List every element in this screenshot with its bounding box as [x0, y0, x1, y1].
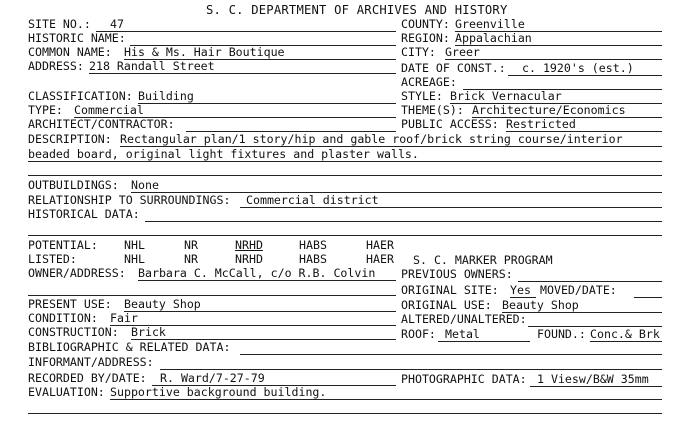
bibliographic-rule — [240, 354, 662, 355]
county-label: COUNTY: — [401, 17, 450, 31]
address-value: 218 Randall Street — [89, 59, 215, 73]
address-rule — [89, 73, 396, 74]
photographic-rule — [530, 386, 662, 387]
type-label: TYPE: — [28, 103, 63, 117]
evaluation-value: Supportive background building. — [110, 385, 327, 399]
region-label: REGION: — [401, 31, 450, 45]
potential-nrhd: NRHD — [235, 238, 263, 252]
present-use-value: Beauty Shop — [124, 297, 201, 311]
original-site-label: ORIGINAL SITE: — [401, 283, 499, 297]
date-const-rule — [508, 75, 662, 76]
relationship-rule — [240, 207, 662, 208]
address-label: ADDRESS: — [28, 59, 84, 73]
architect-label: ARCHITECT/CONTRACTOR: — [28, 117, 175, 131]
county-value: Greenville — [455, 17, 525, 31]
date-const-label: DATE OF CONST.: — [401, 61, 506, 75]
potential-habs: HABS — [299, 238, 327, 252]
historic-name-label: HISTORIC NAME: — [28, 31, 126, 45]
owner-label: OWNER/ADDRESS: — [28, 266, 126, 280]
previous-owners-label: PREVIOUS OWNERS: — [401, 267, 513, 281]
roof-label: ROOF: — [401, 327, 436, 341]
site-no-rule — [96, 31, 396, 32]
evaluation-rule-1 — [110, 399, 662, 400]
photographic-value: 1 Viesw/B&W 35mm — [537, 372, 649, 386]
description-rule-2 — [28, 161, 662, 162]
owner-rule-2 — [28, 295, 396, 296]
potential-nr: NR — [184, 238, 198, 252]
acreage-label: ACREAGE: — [401, 75, 457, 89]
date-const-value: c. 1920's (est.) — [522, 61, 634, 75]
owner-value: Barbara C. McCall, c/o R.B. Colvin — [138, 266, 376, 280]
potential-haer: HAER — [366, 238, 394, 252]
potential-nhl: NHL — [124, 238, 145, 252]
common-name-value: His & Ms. Hair Boutique — [124, 45, 285, 59]
public-access-value: Restricted — [506, 117, 576, 131]
historical-data-label: HISTORICAL DATA: — [28, 207, 140, 221]
previous-owners-rule — [518, 281, 662, 282]
city-value: Greer — [445, 45, 480, 59]
description-label: DESCRIPTION: — [28, 132, 112, 146]
region-value: Appalachian — [455, 31, 532, 45]
style-value: Brick Vernacular — [450, 89, 562, 103]
themes-label: THEME(S): — [401, 103, 464, 117]
type-value: Commercial — [74, 103, 144, 117]
original-site-value: Yes — [510, 283, 531, 297]
original-use-value: Beauty Shop — [502, 298, 579, 312]
historical-data-rule-2 — [28, 235, 662, 236]
altered-label: ALTERED/UNALTERED: — [401, 312, 527, 326]
recorded-label: RECORDED BY/DATE: — [28, 371, 147, 385]
original-use-label: ORIGINAL USE: — [401, 298, 492, 312]
moved-date-rule — [634, 297, 662, 298]
public-access-label: PUBLIC ACCESS: — [401, 117, 499, 131]
evaluation-rule-2 — [28, 413, 662, 414]
outbuildings-value: None — [131, 178, 159, 192]
classification-rule — [138, 103, 396, 104]
outbuildings-label: OUTBUILDINGS: — [28, 178, 119, 192]
site-no-value: 47 — [110, 17, 124, 31]
recorded-value: R. Ward/7-27-79 — [160, 371, 265, 385]
photographic-label: PHOTOGRAPHIC DATA: — [401, 372, 527, 386]
construction-label: CONSTRUCTION: — [28, 325, 119, 339]
marker-program-heading: S. C. MARKER PROGRAM — [413, 253, 553, 267]
listed-nr: NR — [184, 252, 198, 266]
listed-nrhd: NRHD — [235, 252, 263, 266]
foundation-label: FOUND.: — [537, 327, 586, 341]
condition-label: CONDITION: — [28, 311, 98, 325]
historical-data-rule-1 — [145, 221, 662, 222]
form-title: S. C. DEPARTMENT OF ARCHIVES AND HISTORY — [206, 3, 508, 17]
listed-haer: HAER — [366, 252, 394, 266]
bibliographic-label: BIBLIOGRAPHIC & RELATED DATA: — [28, 340, 231, 354]
relationship-label: RELATIONSHIP TO SURROUNDINGS: — [28, 193, 231, 207]
roof-rule — [438, 341, 530, 342]
foundation-value: Conc.& Brk — [590, 327, 660, 341]
listed-nhl: NHL — [124, 252, 145, 266]
informant-rule — [160, 369, 662, 370]
region-rule — [455, 45, 662, 46]
construction-value: Brick — [131, 325, 166, 339]
style-label: STYLE: — [401, 89, 443, 103]
condition-value: Fair — [110, 311, 138, 325]
site-no-label: SITE NO.: — [28, 17, 91, 31]
description-line-1: Rectangular plan/1 story/hip and gable roof/brick string course/interior — [120, 132, 623, 146]
relationship-value: Commercial district — [246, 193, 379, 207]
roof-value: Metal — [445, 327, 480, 341]
city-label: CITY: — [401, 45, 436, 59]
listed-label: LISTED: — [28, 252, 77, 266]
present-use-label: PRESENT USE: — [28, 297, 112, 311]
classification-value: Building — [138, 89, 194, 103]
common-name-label: COMMON NAME: — [28, 45, 112, 59]
owner-rule — [138, 280, 396, 281]
moved-date-label: MOVED/DATE: — [540, 283, 617, 297]
city-rule — [445, 59, 662, 60]
listed-habs: HABS — [299, 252, 327, 266]
informant-label: INFORMANT/ADDRESS: — [28, 355, 154, 369]
classification-label: CLASSIFICATION: — [28, 89, 133, 103]
present-use-rule — [124, 311, 396, 312]
evaluation-label: EVALUATION: — [28, 385, 105, 399]
themes-value: Architecture/Economics — [472, 103, 626, 117]
foundation-rule — [590, 341, 662, 342]
description-rule-3 — [28, 175, 662, 176]
potential-label: POTENTIAL: — [28, 238, 98, 252]
description-line-2: beaded board, original light fixtures and plaster walls. — [28, 147, 419, 161]
